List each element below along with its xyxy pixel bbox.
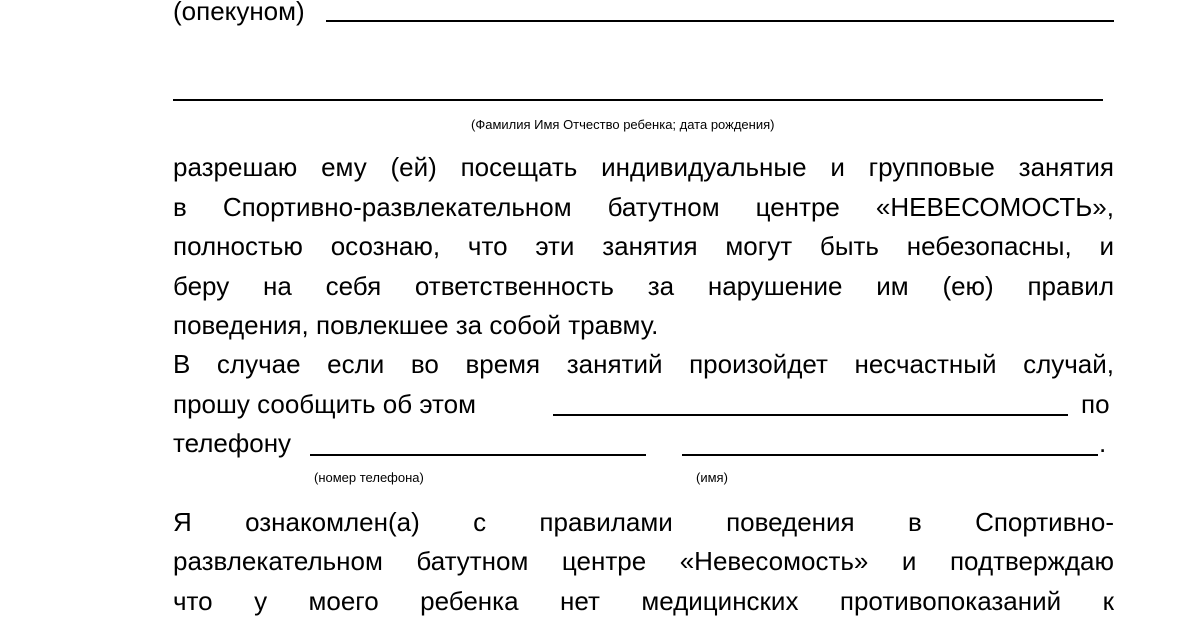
paragraph1-line: в Спортивно-развлекательном батутном центре «НЕВЕСОМОСТЬ», <box>173 192 1114 222</box>
name-caption: (имя) <box>696 470 728 485</box>
paragraph3-line: что у моего ребенка нет медицинских противопоказаний к <box>173 586 1114 616</box>
paragraph2-line2-end: по <box>1081 389 1110 419</box>
child-name-caption: (Фамилия Имя Отчество ребенка; дата рождения) <box>471 117 775 132</box>
paragraph1-line: поведения, повлекшее за собой травму. <box>173 310 659 340</box>
paragraph1-line: беру на себя ответственность за нарушение им (ею) правил <box>173 271 1114 301</box>
guardian-name-blank <box>326 20 1114 22</box>
paragraph1-line: полностью осознаю, что эти занятия могут быть небезопасны, и <box>173 231 1114 261</box>
contact-person-blank <box>553 414 1068 416</box>
paragraph2-line: В случае если во время занятий произойдет несчастный случай, <box>173 349 1114 379</box>
paragraph2-line3-end: . <box>1099 428 1107 458</box>
paragraph2-line2-start: прошу сообщить об этом <box>173 389 476 419</box>
paragraph3-line: развлекательном батутном центре «Невесомость» и подтверждаю <box>173 546 1114 576</box>
paragraph2-line3-start: телефону <box>173 428 292 458</box>
paragraph1-line: разрешаю ему (ей) посещать индивидуальные и групповые занятия <box>173 152 1114 182</box>
guardian-label: (опекуном) <box>173 0 305 26</box>
child-name-blank <box>173 99 1103 101</box>
contact-name-blank <box>682 454 1098 456</box>
paragraph3-line: Я ознакомлен(а) с правилами поведения в Спортивно- <box>173 507 1114 537</box>
phone-number-blank <box>310 454 646 456</box>
phone-caption: (номер телефона) <box>314 470 424 485</box>
